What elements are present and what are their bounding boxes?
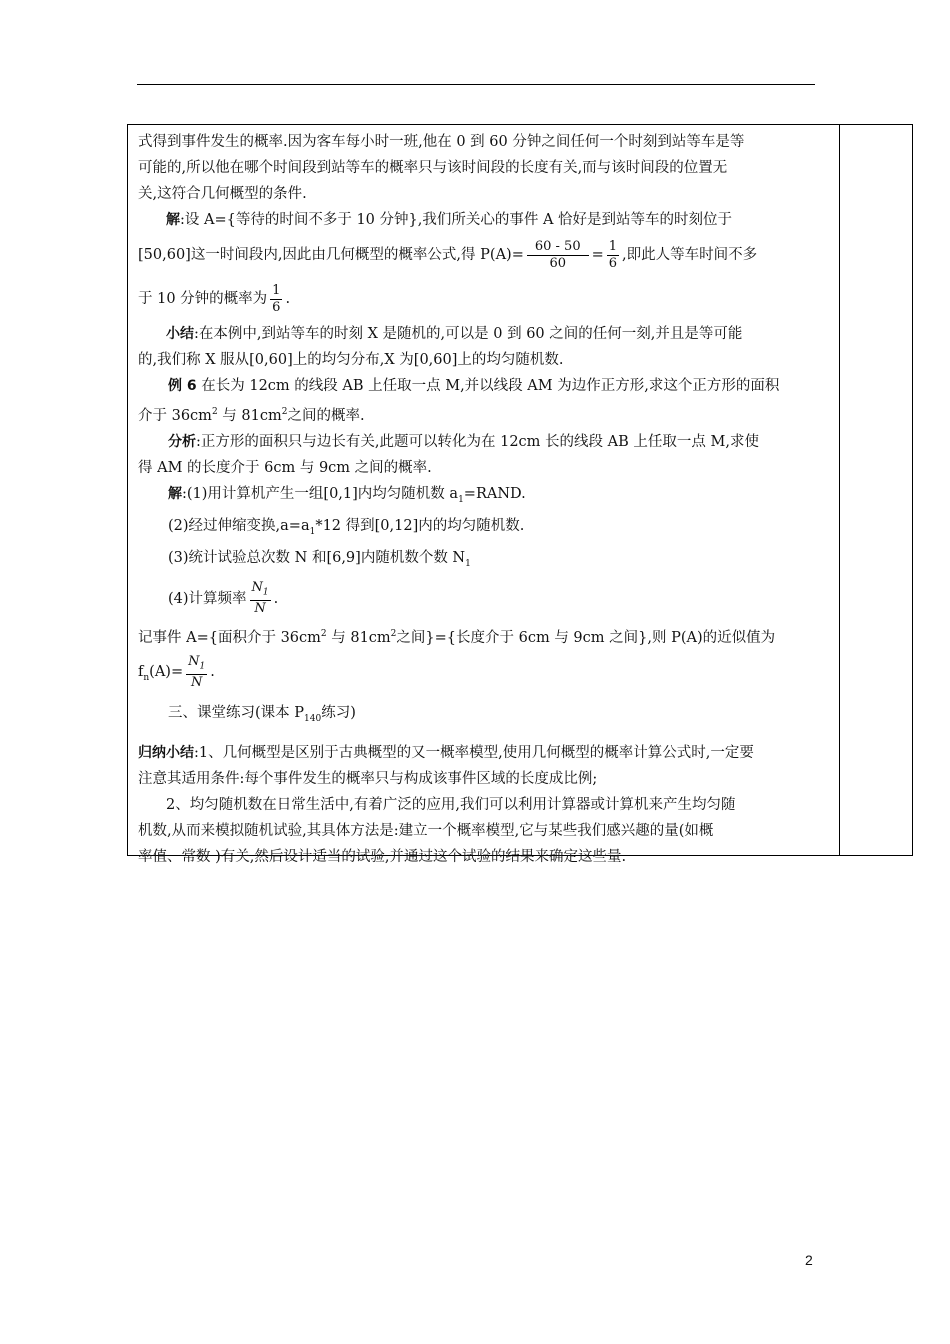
fraction: $\frac{1}{6}$ [608, 238, 618, 271]
conclusion-line: 2、均匀随机数在日常生活中,有着广泛的应用,我们可以利用计算器或计算机来产生均匀随 [166, 797, 736, 814]
para-line: 关,这符合几何概型的条件. [138, 186, 307, 202]
example-line: 例 6 在长为 12cm 的线段 AB 上任取一点 M,并以线段 AM 为边作正方形,求这个正方形的面积 [168, 378, 780, 394]
record-formula-line: $f_n(A)=$ $\frac{N_1}{N}$ . [138, 653, 215, 691]
analysis-line: 得 AM 的长度介于 6cm 与 9cm 之间的概率. [138, 459, 432, 476]
analysis-line: 分析:正方形的面积只与边长有关,此题可以转化为在 12cm 长的线段 AB 上任取一点 M,求使 [168, 433, 759, 450]
step-line: (2)经过伸缩变换$,a=a_1*12$ 得到[0,12]内的均匀随机数. [168, 517, 525, 537]
conclusion-line: 机数,从而来模拟随机试验,其具体方法是:建立一个概率模型,它与某些我们感兴趣的量(如概 [138, 823, 714, 840]
step-line: (4)计算频率 $\frac{N_1}{N}$ . [168, 579, 279, 617]
example-line: 介于 $36cm^2$ 与 $81cm^2$之间的概率. [138, 407, 365, 424]
step-line: (3)统计试验总次数 N 和[6,9]内随机数个数 $N_1$ [168, 549, 471, 569]
page-number: 2 [805, 1252, 813, 1268]
solution-result-line: 于 10 分钟的概率为 $\frac{1}{6}$ . [138, 282, 291, 315]
fraction: $\frac{N_1}{N}$ [251, 579, 269, 617]
record-line: 记事件 A={面积介于 $36cm^2$ 与 $81cm^2$之间}={长度介于 6cm 与 9cm 之间},则 P(A)的近似值为 [138, 628, 776, 646]
column-divider [839, 125, 840, 855]
para-line: 可能的,所以他在哪个时间段到站等车的概率只与该时间段的长度有关,而与该时间段的位置无 [138, 160, 728, 176]
analysis-label: 分析 [168, 433, 196, 450]
main-cell [138, 129, 830, 870]
solution-formula-line: [50,60]这一时间段内,因此由几何概型的概率公式,得 P(A)= $\frac{60 - 50}{60}$ = $\frac{1}{6}$ ,即此人等车时间不多 [138, 238, 758, 271]
fraction: $\frac{N_1}{N}$ [188, 653, 206, 691]
conclusion-line: 率值、常数 )有关,然后设计适当的试验,并通过这个试验的结果来确定这些量. [138, 849, 627, 866]
summary-line: 小结:在本例中,到站等车的时刻 X 是随机的,可以是 0 到 60 之间的任何一刻,并且是等可能 [166, 326, 743, 342]
content-table [127, 124, 913, 866]
conclusion-label: 归纳小结 [138, 745, 194, 762]
conclusion-line: 注意其适用条件:每个事件发生的概率只与构成该事件区域的长度成比例; [138, 771, 598, 788]
solution-line: 解:设 A={等待的时间不多于 10 分钟},我们所关心的事件 A 恰好是到站等车的时刻位于 [166, 212, 733, 228]
solution-label: 解 [166, 212, 180, 228]
section-heading: 三、课堂练习(课本 $P_{140}$练习) [168, 705, 356, 725]
fraction: $\frac{1}{6}$ [272, 282, 281, 315]
fraction: $\frac{60 - 50}{60}$ [527, 239, 589, 272]
example-label: 例 6 [168, 378, 197, 394]
step-line: 解:(1)用计算机产生一组[0,1]内均匀随机数 $a_1=RAND$. [168, 485, 526, 505]
header-rule [137, 84, 815, 85]
summary-line: 的,我们称 X 服从[0,60]上的均匀分布,X 为[0,60]上的均匀随机数. [138, 352, 564, 368]
para-line: 式得到事件发生的概率.因为客车每小时一班,他在 0 到 60 分钟之间任何一个时刻到站等车是等 [138, 134, 745, 150]
solution-label: 解 [168, 485, 182, 502]
conclusion-line: 归纳小结:1、几何概型是区别于古典概型的又一概率模型,使用几何概型的概率计算公式时,一定要 [138, 745, 754, 762]
summary-label: 小结 [166, 326, 194, 342]
